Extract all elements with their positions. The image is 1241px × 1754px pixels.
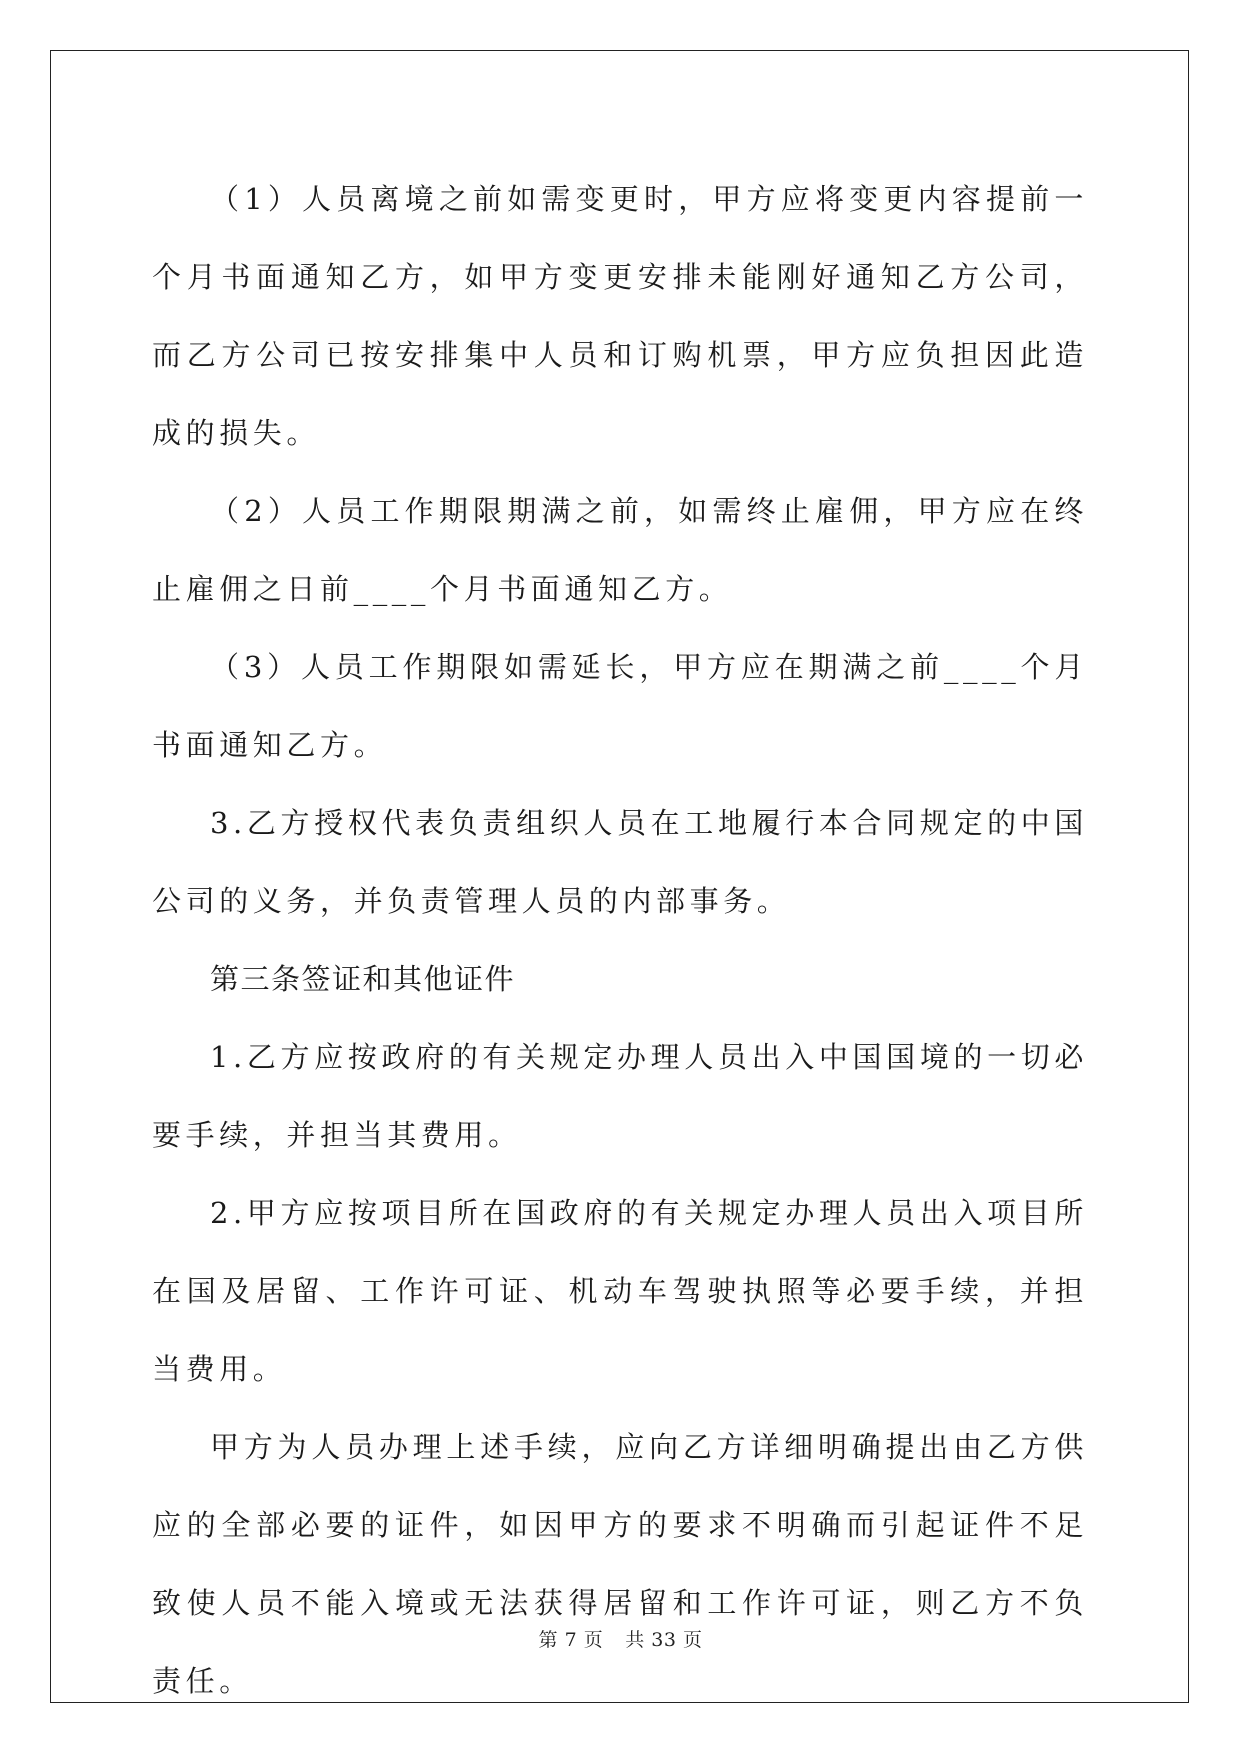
paragraph-authorized-representative: 3.乙方授权代表负责组织人员在工地履行本合同规定的中国公司的义务，并负责管理人员的内部事务。 (152, 806, 1088, 918)
page-number-total: 共 33 页 (625, 1629, 703, 1651)
paragraph-host-country-procedures: 2.甲方应按项目所在国政府的有关规定办理人员出入项目所在国及居留、工作许可证、机动车驾驶执照等必要手续，并担当费用。 (152, 1196, 1088, 1386)
paragraph-china-border-procedures: 1.乙方应按政府的有关规定办理人员出入中国国境的一切必要手续，并担当其费用。 (152, 1040, 1088, 1152)
paragraph-extension: （3）人员工作期限如需延长，甲方应在期满之前____个月书面通知乙方。 (152, 650, 1088, 762)
page-footer (0, 1625, 1241, 1652)
page-number-current: 第 7 页 (538, 1629, 604, 1651)
paragraph-change-before-departure: （1）人员离境之前如需变更时，甲方应将变更内容提前一个月书面通知乙方，如甲方变更安排未能刚好通知乙方公司，而乙方公司已按安排集中人员和订购机票，甲方应负担因此造成的损失。 (152, 182, 1088, 450)
section-heading-article-3: 第三条签证和其他证件 (210, 962, 516, 996)
document-body (152, 160, 1088, 1720)
paragraph-early-termination: （2）人员工作期限期满之前，如需终止雇佣，甲方应在终止雇佣之日前____个月书面通知乙方。 (152, 494, 1088, 606)
paragraph-documents-responsibility: 甲方为人员办理上述手续，应向乙方详细明确提出由乙方供应的全部必要的证件，如因甲方的要求不明确而引起证件不足致使人员不能入境或无法获得居留和工作许可证，则乙方不负责任。 (152, 1430, 1088, 1698)
